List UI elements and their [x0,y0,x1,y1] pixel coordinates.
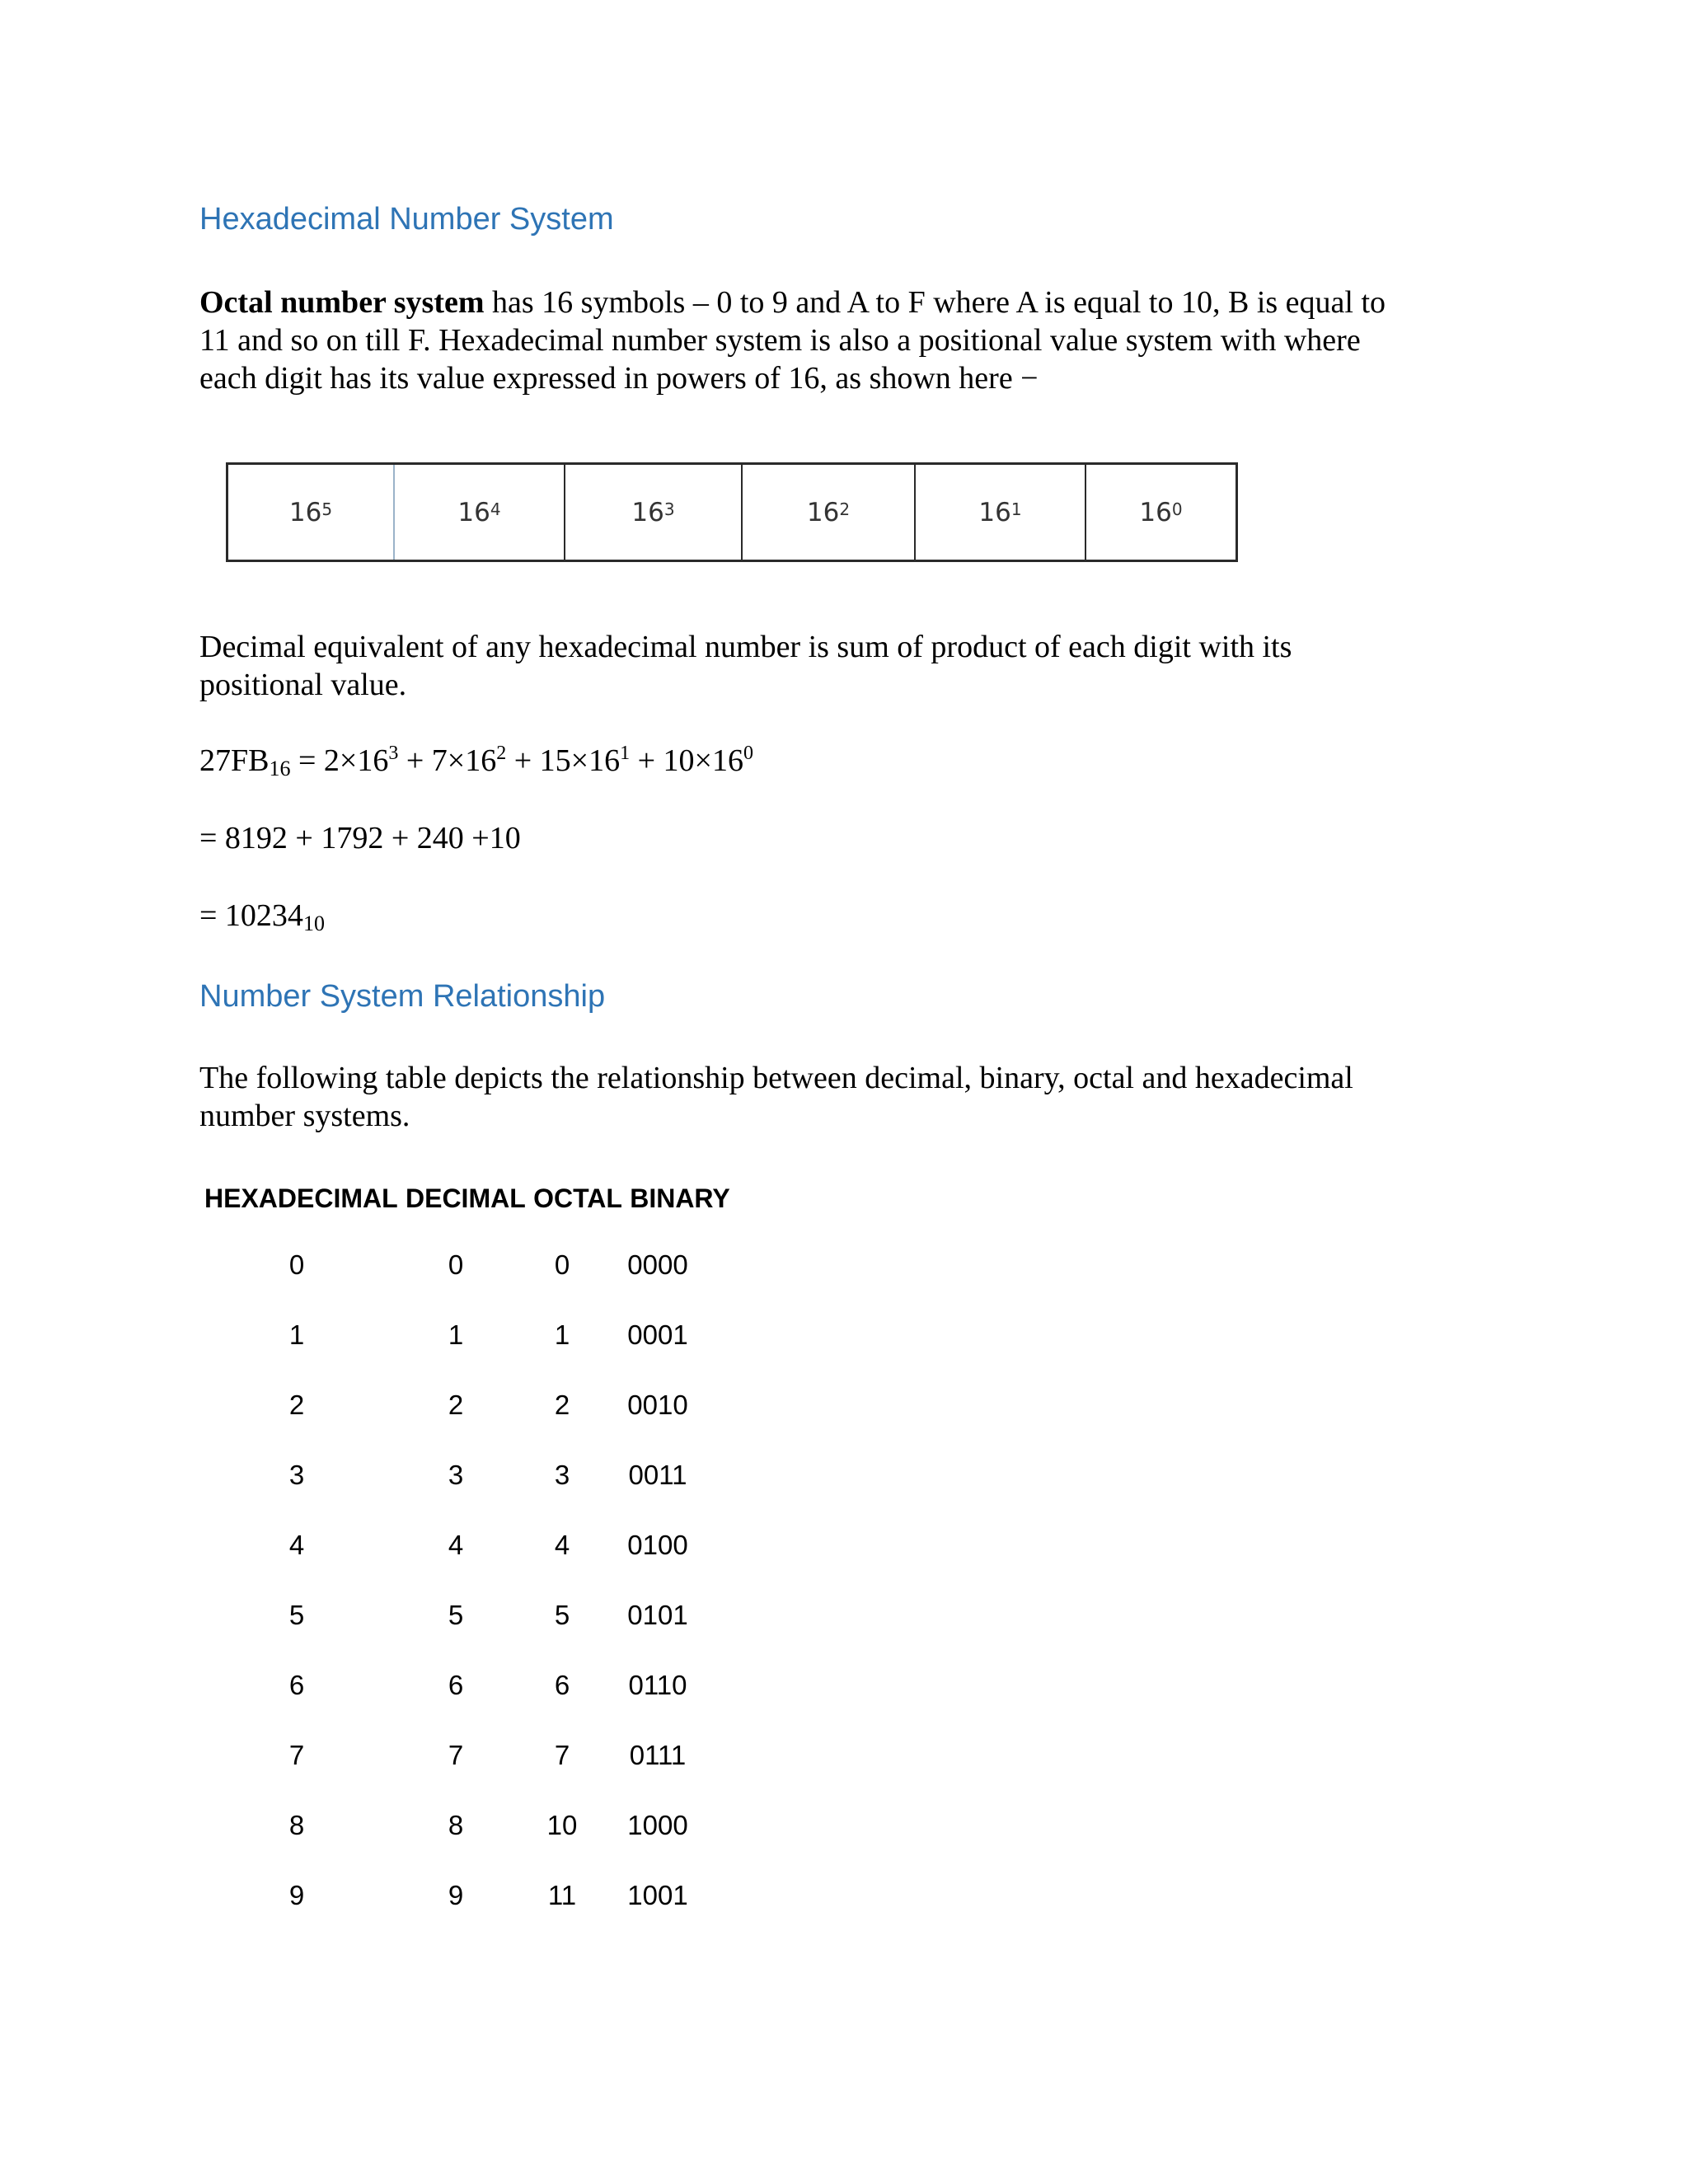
octal-cell: 10 [546,1810,578,1840]
table-row [0,1670,824,1703]
decimal-cell: 9 [448,1880,464,1910]
paragraph-intro-line-1 [199,284,1386,321]
table-row [0,1810,824,1843]
hex-cell: 8 [288,1810,305,1840]
decimal-cell: 8 [448,1810,464,1840]
table-row [0,1460,824,1493]
decimal-cell: 4 [448,1530,464,1560]
decimal-cell: 5 [448,1600,464,1630]
table-row [0,1319,824,1352]
binary-cell: 1000 [627,1810,688,1840]
binary-cell: 0110 [628,1670,687,1700]
table-row [0,1600,824,1633]
decimal-cell: 2 [448,1390,464,1420]
hex-cell: 1 [288,1319,305,1350]
hex-cell: 5 [288,1600,305,1630]
table-row [0,1530,824,1563]
octal-cell: 1 [554,1319,570,1350]
formula-expansion: $27FB_{16} = 2\times 16^3 + 7\times 16^2 + 15\times 16^1 + 10\times 16^0$ [199,743,753,780]
paragraph-relationship [199,1059,1353,1135]
octal-cell: 7 [554,1740,570,1770]
binary-cell: 0111 [629,1740,687,1770]
binary-cell: 0100 [627,1530,688,1560]
binary-cell: 0001 [627,1319,688,1350]
binary-cell: 0010 [627,1390,688,1420]
paragraph-relationship-line-2: number systems. [199,1099,410,1133]
hex-cell: 7 [288,1740,305,1770]
formula-step-sum: = 8192 + 1792 + 240 +10 [199,821,521,855]
power-cell: 16 $^4$ [395,465,565,560]
formula-result: = $10234_{10}$ [199,898,325,935]
power-cell: 16 $^5$ [228,465,395,560]
paragraph-decimal-equivalent [199,628,1292,704]
table-header: HEXADECIMAL DECIMAL OCTAL BINARY [204,1183,730,1213]
octal-cell: 11 [547,1880,577,1910]
decimal-cell: 0 [448,1249,464,1280]
paragraph-decimal-line-2: positional value. [199,668,407,702]
bold-term: Octal number system [199,285,485,320]
octal-cell: 6 [554,1670,570,1700]
binary-cell: 1001 [627,1880,688,1910]
paragraph-intro-line-2: 11 and so on till F. Hexadecimal number system is also a positional value system with where [199,323,1361,358]
decimal-cell: 7 [448,1740,464,1770]
octal-cell: 5 [554,1600,570,1630]
octal-cell: 3 [554,1460,570,1490]
power-cell: 16 $^0$ [1139,497,1183,527]
power-cell: 16 $^1$ [916,465,1086,560]
section-heading-relationship: Number System Relationship [199,979,606,1014]
hex-cell: 4 [288,1530,305,1560]
table-row [0,1880,824,1913]
power-cell: 16 $^2$ [743,465,916,560]
binary-cell: 0101 [627,1600,688,1630]
octal-cell: 2 [554,1390,570,1420]
table-row [0,1249,824,1282]
table-row [0,1740,824,1773]
section-heading-hexadecimal: Hexadecimal Number System [199,202,614,237]
table-row [0,1390,824,1422]
hex-cell: 2 [288,1390,305,1420]
paragraph-relationship-line-1: The following table depicts the relationship between decimal, binary, octal and hexadecimal [199,1061,1353,1095]
octal-cell: 4 [554,1530,570,1560]
positional-powers-table [226,462,1238,562]
paragraph-decimal-line-1: Decimal equivalent of any hexadecimal number is sum of product of each digit with its [199,630,1292,664]
decimal-cell: 1 [448,1319,464,1350]
decimal-cell: 6 [448,1670,464,1700]
hex-cell: 9 [288,1880,305,1910]
power-cell: 16 $^3$ [565,465,743,560]
paragraph-intro-text-1: has 16 symbols – 0 to 9 and A to F where A is equal to 10, B is equal to [484,285,1386,320]
hex-cell: 0 [288,1249,305,1280]
decimal-cell: 3 [448,1460,464,1490]
binary-cell: 0000 [627,1249,688,1280]
hex-cell: 6 [288,1670,305,1700]
octal-cell: 0 [554,1249,570,1280]
binary-cell: 0011 [628,1460,687,1490]
paragraph-intro [199,284,1386,397]
paragraph-intro-line-3: each digit has its value expressed in powers of 16, as shown here − [199,361,1039,396]
hex-cell: 3 [288,1460,305,1490]
